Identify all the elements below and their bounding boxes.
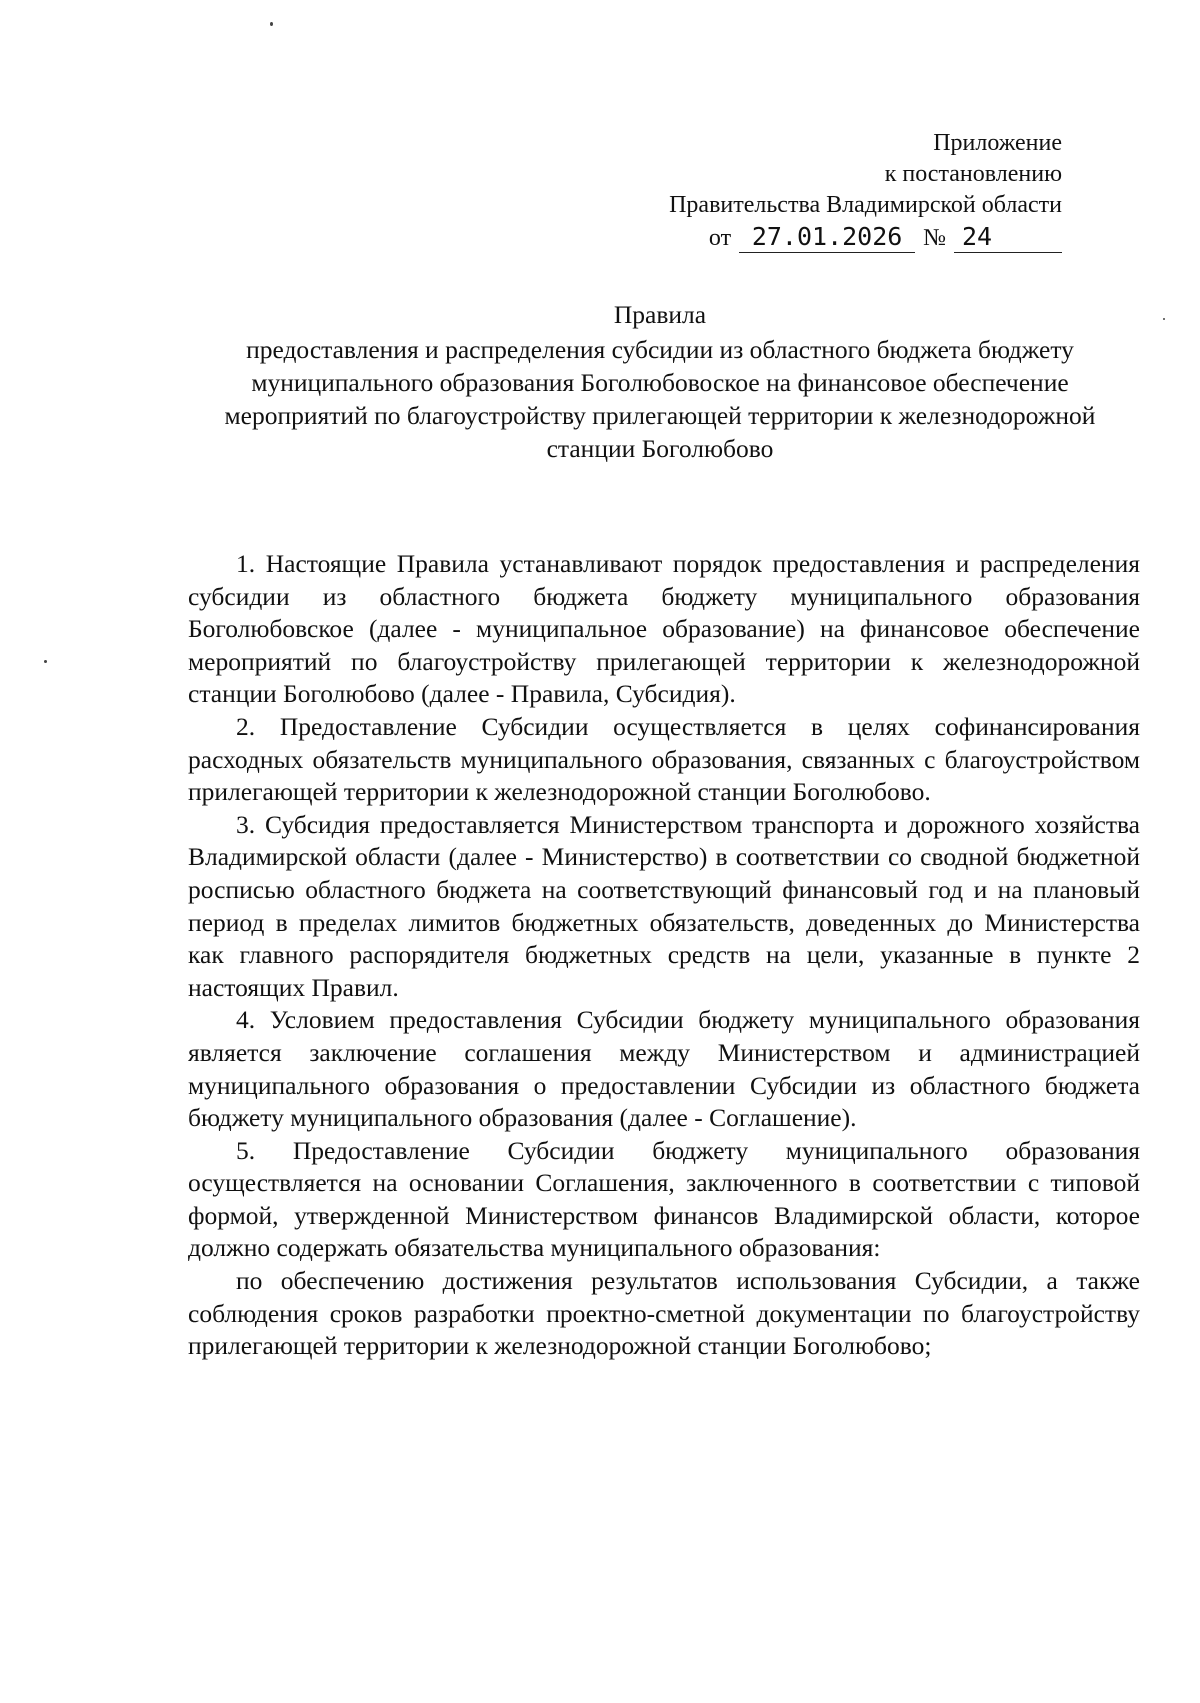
document-date: 27.01.2026 [739, 221, 915, 253]
appendix-reference: к постановлению [884, 161, 1062, 187]
title-subtitle: предоставления и распределения субсидии из областного бюджета бюджету муниципального образования Боголюбовоское на финансовое обеспечение мероприятий по благоустройству прилегающей территории к железнодорожной станции Боголюбово [224, 335, 1096, 463]
appendix-header [669, 128, 1062, 254]
title-heading: Правила [613, 300, 707, 329]
appendix-label: Приложение [933, 130, 1062, 156]
paragraph-2: 2. Предоставление Субсидии осуществляется в целях софинансирования расходных обязательств муниципального образования, связанных с благоустройством прилегающей территории к железнодорожной станции Боголюбово. [188, 711, 1140, 807]
document-body [188, 548, 1140, 1363]
paragraph-3: 3. Субсидия предоставляется Министерством транспорта и дорожного хозяйства Владимирской области (далее - Министерство) в соответствии со сводной бюджетной росписью областного бюджета на соответствующий финансовый год и на плановый период в пределах лимитов бюджетных обязательств, доведенных до Министерства как главного распорядителя бюджетных средств на цели, указанные в пункте 2 настоящих Правил. [188, 809, 1140, 1002]
number-prefix: № [923, 225, 946, 251]
appendix-issuer: Правительства Владимирской области [669, 192, 1062, 218]
document-date-number [669, 221, 1062, 254]
scan-speck [44, 660, 47, 663]
scan-speck [1163, 318, 1165, 320]
document-title [180, 298, 1140, 465]
paragraph-5: 5. Предоставление Субсидии бюджету муниципального образования осуществляется на основании Соглашения, заключенного в соответствии с типовой формой, утвержденной Министерством финансов Владимирской области, которое должно содержать обязательства муниципального образования: [188, 1135, 1140, 1263]
document-number: 24 [954, 221, 1062, 253]
scan-speck [270, 22, 273, 26]
paragraph-5-obligation: по обеспечению достижения результатов использования Субсидии, а также соблюдения сроков разработки проектно-сметной документации по благоустройству прилегающей территории к железнодорожной станции Боголюбово; [188, 1266, 1140, 1361]
paragraph-1: 1. Настоящие Правила устанавливают порядок предоставления и распределения субсидии из областного бюджета бюджету муниципального образования Боголюбовское (далее - муниципальное образование) на финансовое обеспечение мероприятий по благоустройству прилегающей территории к железнодорожной станции Боголюбово (далее - Правила, Субсидия). [188, 549, 1140, 709]
paragraph-4: 4. Условием предоставления Субсидии бюджету муниципального образования является заключение соглашения между Министерством и администрацией муниципального образования о предоставлении Субсидии из областного бюджета бюджету муниципального образования (далее - Соглашение). [188, 1005, 1140, 1133]
date-prefix: от [708, 225, 732, 251]
